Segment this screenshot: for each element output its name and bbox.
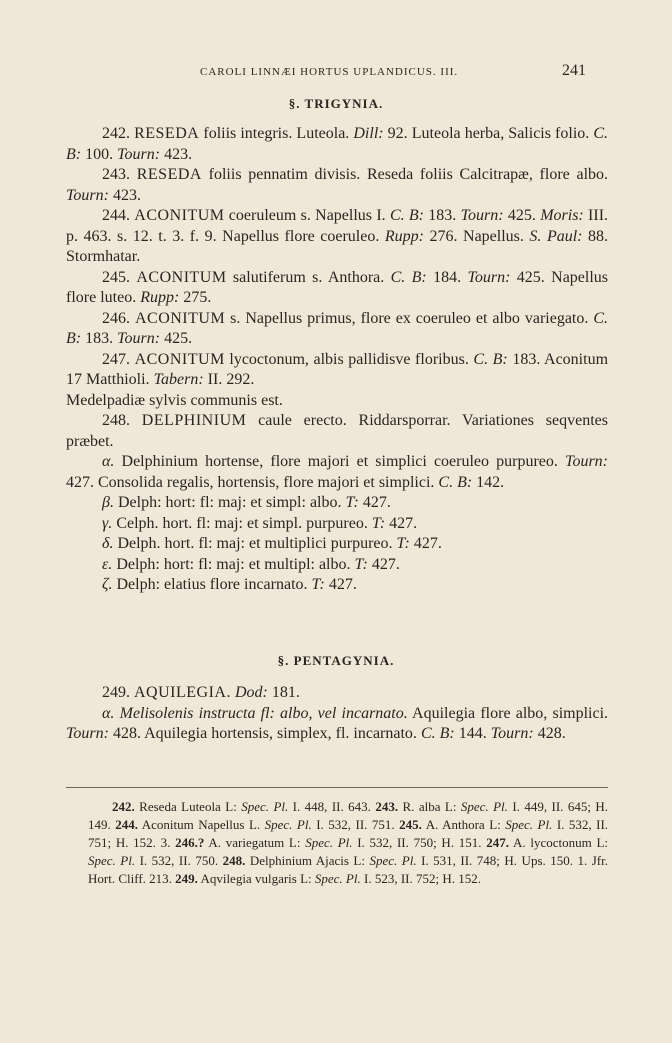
footnote-rule — [66, 787, 608, 788]
section-heading-trigynia: §. TRIGYNIA. — [288, 96, 384, 111]
footnote-block: 242. Reseda Luteola L: Spec. Pl. I. 448, II. 643. 243. R. alba L: Spec. Pl. I. 449, II. 645; H. 149. 244. Aconitum Napellus L. Spec. Pl. I. 532, II. 751. 245. A. Anthora L: Spec. Pl. I. 532, II. 751; H. 152. 3. 246.? A. variegatum L: Spec. Pl. I. 532, II. 750; H. 151. 247. A. lycoctonum L: Spec. Pl. I. 532, II. 750. 248. Delphinium Ajacis L: Spec. Pl. I. 531, II. 748; H. Ups. 150. 1. Jfr. Hort. Cliff. 213. 249. Aqvilegia vulgaris L: Spec. Pl. I. 523, II. 752; H. 152. — [88, 799, 609, 886]
variety-delta: δ. Delph. hort. fl: maj: et multiplici purpureo. T: 427. — [102, 535, 442, 552]
running-title: CAROLI LINNÆI HORTUS UPLANDICUS. III. — [200, 66, 459, 78]
variety-beta: β. Delph: hort: fl: maj: et simpl: albo. T: 427. — [102, 494, 391, 511]
section-heading-pentagynia: §. PENTAGYNIA. — [277, 653, 395, 668]
entry-247: 247. ACONITUM lycoctonum, albis pallidisve floribus. C. B: 183. Aconitum 17 Matthioli. Tabern: II. 292. — [66, 350, 609, 388]
entry-243: 243. RESEDA foliis pennatim divisis. Reseda foliis Calcitrapæ, flore albo. Tourn: 423. — [66, 166, 609, 204]
variety-epsilon: ε. Delph: hort: fl: maj: et multipl: albo. T: 427. — [102, 555, 400, 573]
entry-248: 248. DELPHINIUM caule erecto. Riddarsporrar. Variationes seqventes præbet. — [66, 412, 608, 450]
page-number: 241 — [562, 62, 586, 79]
entry-249: 249. AQUILEGIA. Dod: 181. — [102, 684, 300, 701]
variety-alpha-249: α. Melisolenis instructa fl: albo, vel incarnato. Aquilegia flore albo, simplici. Tourn: 428. Aquilegia hortensis, simplex, fl. incarnato. C. B: 144. Tourn: 428. — [66, 704, 609, 742]
entry-246: 246. ACONITUM s. Napellus primus, flore ex coeruleo et albo variegato. C. B: 183. Tourn: 425. — [66, 309, 609, 347]
variety-gamma: γ. Celph. hort. fl: maj: et simpl. purpureo. T: 427. — [102, 514, 418, 532]
variety-zeta: ζ. Delph: elatius flore incarnato. T: 427. — [102, 576, 357, 593]
footnotes — [88, 798, 608, 888]
variety-alpha: α. Delphinium hortense, flore majori et simplici coeruleo purpureo. Tourn: 427. Consolida regalis, hortensis, flore majori et simplici. C. B: 142. — [66, 453, 608, 491]
trigynia-entries — [66, 124, 608, 596]
entry-245: 245. ACONITUM salutiferum s. Anthora. C. B: 184. Tourn: 425. Napellus flore luteo. Rupp: 275. — [66, 268, 609, 306]
entry-244: 244. ACONITUM coeruleum s. Napellus I. C. B: 183. Tourn: 425. Moris: III. p. 463. s. 12. t. 3. f. 9. Napellus flore coeruleo. Rupp: 276. Napellus. S. Paul: 88. Stormhatar. — [66, 207, 609, 265]
entry-242: 242. RESEDA foliis integris. Luteola. Dill: 92. Luteola herba, Salicis folio. C. B: 100. Tourn: 423. — [66, 125, 609, 163]
page-header — [60, 62, 612, 84]
pentagynia-entries — [66, 683, 608, 745]
entry-247-note: Medelpadiæ sylvis communis est. — [66, 391, 283, 409]
